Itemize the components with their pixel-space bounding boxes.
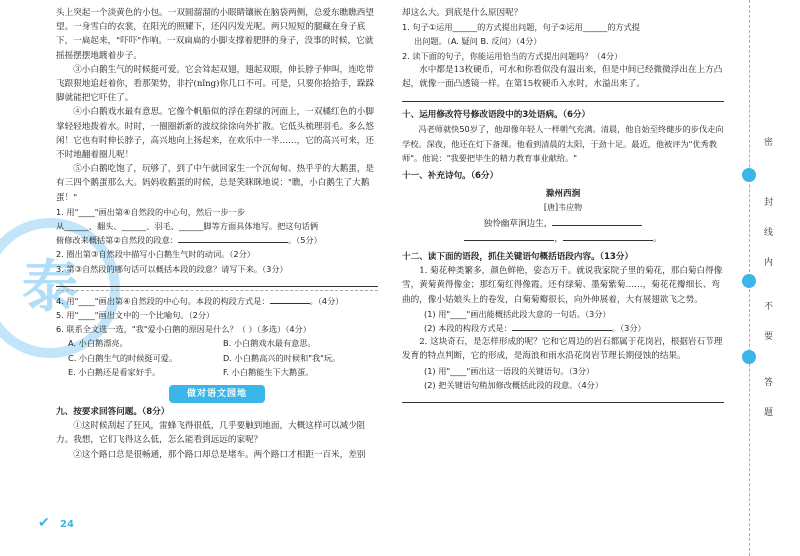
question-1-line2: 从______、翻头、______、羽毛、______脚等方面具体地写。把这句话俩	[56, 221, 319, 232]
continued-text: 却这么大。到底是什么原因呢？	[402, 8, 523, 18]
checkmark-icon: ✔	[38, 515, 50, 531]
answer-blank[interactable]	[270, 294, 310, 304]
section-banner: 做对语文园地	[169, 385, 265, 403]
answer-blank[interactable]	[464, 231, 554, 241]
answer-line[interactable]	[402, 392, 724, 403]
answer-line[interactable]	[402, 91, 724, 102]
answer-blank[interactable]	[178, 233, 288, 243]
section-10-title: 十、运用修改符号修改语段中的3处语病。（6分）	[402, 110, 591, 121]
section-12-title: 十二、读下面的语段，抓住关键语句概括语段内容。（13分）	[402, 252, 634, 263]
section-12-q4: (2) 把关键语句稍加修改概括此段的段意。（4分）	[424, 379, 604, 390]
divider	[56, 290, 378, 291]
section-12-q1: (1) 用"____"画出能概括此段大意的一句话。（3分）	[424, 308, 611, 319]
r-question-2-text: 水中都是13枚硬币，可水和你看似没有温出来，但是中间已经微微浮出在上方凸起，就像一面凸透镜一样。在第15枚硬币入水时，水溢出来了。	[402, 64, 723, 90]
page-number: 24	[60, 519, 74, 530]
left-column	[56, 6, 378, 462]
seal-char: 内	[764, 258, 774, 268]
section-12-paragraph-1: 1. 菊花种类繁多，颜色鲜艳，姿态万千。就说我家院子里的菊花，那白菊白得像雪，黄菊黄得像金；那红菊红得像霞。还有绿菊、墨菊紫菊……，菊花花瓣细长、弯曲的，像小姑娘头上的卷发，白菊菊瓣很长，向外伸展着，大有展翅欲飞之势。	[402, 266, 723, 305]
seal-char: 不	[764, 302, 774, 312]
section-9-paragraph: ①这时候刮起了狂风，雷蜂飞得很低，几乎要触到地面，大概这样可以减少阻力。我想，它们飞得这么低，怎么能看到远远的家呢？	[56, 421, 366, 446]
option-b[interactable]: B. 小白鹅戏水最有意思。	[223, 338, 316, 349]
answer-line[interactable]	[56, 276, 378, 287]
seal-char: 题	[764, 408, 774, 418]
seal-char: 答	[764, 378, 774, 388]
section-9-paragraph: ②这个路口总是很畅通，那个路口却总是堵车。两个路口才相距一百米，差别	[73, 449, 366, 460]
r-question-2: 2. 读下面的句子，你能运用恰当的方式提出问题吗？（4分）	[402, 50, 623, 61]
poem-author: [唐]韦应物	[543, 203, 583, 213]
passage-paragraph: ④小白鹅戏水最有意思。它像个帆船似的浮在碧绿的河面上，一双橘红色的小脚掌轻轻地拨着水。时时，一圈圈新新的波纹徐徐向外扩散。它低头梳理羽毛。多么悠闲！它也有时伸长脖子，高兴地向上扬起来，在欢乐中一半……，它的高兴可来，还不时地翻着圈儿呢！	[56, 107, 374, 161]
poem-title: 滁州西涧	[545, 189, 581, 200]
circle-marker-icon	[742, 350, 756, 364]
passage-paragraph: 头上突起一个淡黄色的小包。一双圆溜溜的小眼睛镶嵌在脑袋两侧，总爱东瞧瞧西望望。一身雪白的衣裳，在阳光的照耀下，还闪闪发光呢。两只短短的腿藏在身子底下，一扁起来，"吓吓"作响。一双扁扁的小脚支撑着肥胖的身子，没事的时候，它就摇摇摆摆地踱着步子。	[56, 8, 374, 61]
option-e[interactable]: E. 小白鹅还是看家好手。	[68, 366, 161, 377]
question-4: 4. 用"____"画出第④自然段的中心句。本段的构段方式是： 。（4分）	[56, 295, 344, 306]
answer-blank[interactable]	[512, 321, 612, 331]
circle-marker-icon	[742, 168, 756, 182]
r-question-1-line2: 出问题。（A. 疑问 B. 反问）（4分）	[414, 36, 542, 47]
passage-paragraph: ③小白鹅生气的时候挺可爱。它会耸起双翅，翅起双眼，伸长脖子伸叫，连吃带飞跟狠地追赶着你，看那架势，非拧(nǐng)你几口不可。可是，只要你拾拾手，跺跺脚就能把它吓住了。	[56, 64, 375, 104]
circle-marker-icon	[742, 274, 756, 288]
answer-blank[interactable]	[563, 231, 653, 241]
option-row	[56, 336, 378, 350]
poem-line: ， 。	[402, 231, 724, 246]
section-10-text: 冯老师就快50岁了，他却像年轻人一样朝气充满。清晨，他自始至终健步的步伐走向学校。深夜，他还在灯下备课。他看到清晨的太阳，于劲十足。最近，他被评为"优秀教师"。他说："我要把毕生的精力教育事业献给。"	[402, 124, 724, 163]
section-9-title: 九、按要求回答问题。（8分）	[56, 407, 170, 418]
option-d[interactable]: D. 小白鹅高兴的时候和"我"玩。	[223, 352, 341, 363]
question-6: 6. 联系全文选一选，"我"爱小白鹅的原因是什么？（ ）（多选）（4分）	[56, 324, 311, 335]
question-1-line3: 俯修改来概括第②自然段的段意： 。（5分）	[56, 235, 322, 246]
question-3: 3. 第③自然段的哪句话可以概括本段的段意？请写下来。（3分）	[56, 263, 288, 274]
seal-char: 线	[764, 228, 774, 238]
option-c[interactable]: C. 小白鹅生气的时候挺可爱。	[68, 352, 178, 363]
seal-char: 要	[764, 332, 774, 342]
option-row	[56, 351, 378, 365]
passage-paragraph: ⑤小白鹅吃饱了，玩够了，到了中午就回家生一个沉甸甸、热乎乎的大鹅蛋，是有三四个鹅蛋那么大。妈妈收鹅蛋的时候，总是笑眯眯地说："瞧，小白鹅生了大鹅蛋！"	[56, 164, 374, 203]
seal-line-sidebar	[738, 0, 800, 556]
seal-char: 封	[764, 198, 774, 208]
answer-blank[interactable]	[552, 216, 642, 226]
r-question-1: 1. 句子①运用______的方式提出问题，句子②运用______的方式提	[402, 22, 640, 33]
watermark-logo: 泰	[0, 218, 120, 358]
section-11-title: 十一、补充诗句。（6分）	[402, 171, 499, 182]
seal-char: 密	[764, 138, 774, 148]
question-2: 2. 圈出第③自然段中描写小白鹅生气时的动词。（2分）	[56, 249, 255, 260]
section-12-q2: (2) 本段的构段方式是： 。（3分）	[424, 323, 646, 334]
section-12-paragraph-2: 2. 这块奇石，是怎样形成的呢？它和它周边的岩石都属于花岗岩，根据岩石节理发育的特点判断，它的形成，是海浪和雨水沿花岗岩节理长期侵蚀的结果。	[402, 337, 723, 362]
right-column	[402, 6, 724, 403]
section-12-q3: (1) 用"____"画出这一语段的关键语句。（3分）	[424, 365, 595, 376]
question-1: 1. 用"____"画出第④自然段的中心句，然后一步一步	[56, 206, 246, 217]
poem-line: 独怜幽草涧边生，	[402, 216, 724, 231]
option-a[interactable]: A. 小白鹅漂亮。	[68, 338, 128, 349]
option-row	[56, 365, 378, 379]
question-5: 5. 用"____"画出文中的一个比喻句。（2分）	[56, 310, 215, 321]
option-f[interactable]: F. 小白鹅能生下大鹅蛋。	[223, 366, 314, 377]
